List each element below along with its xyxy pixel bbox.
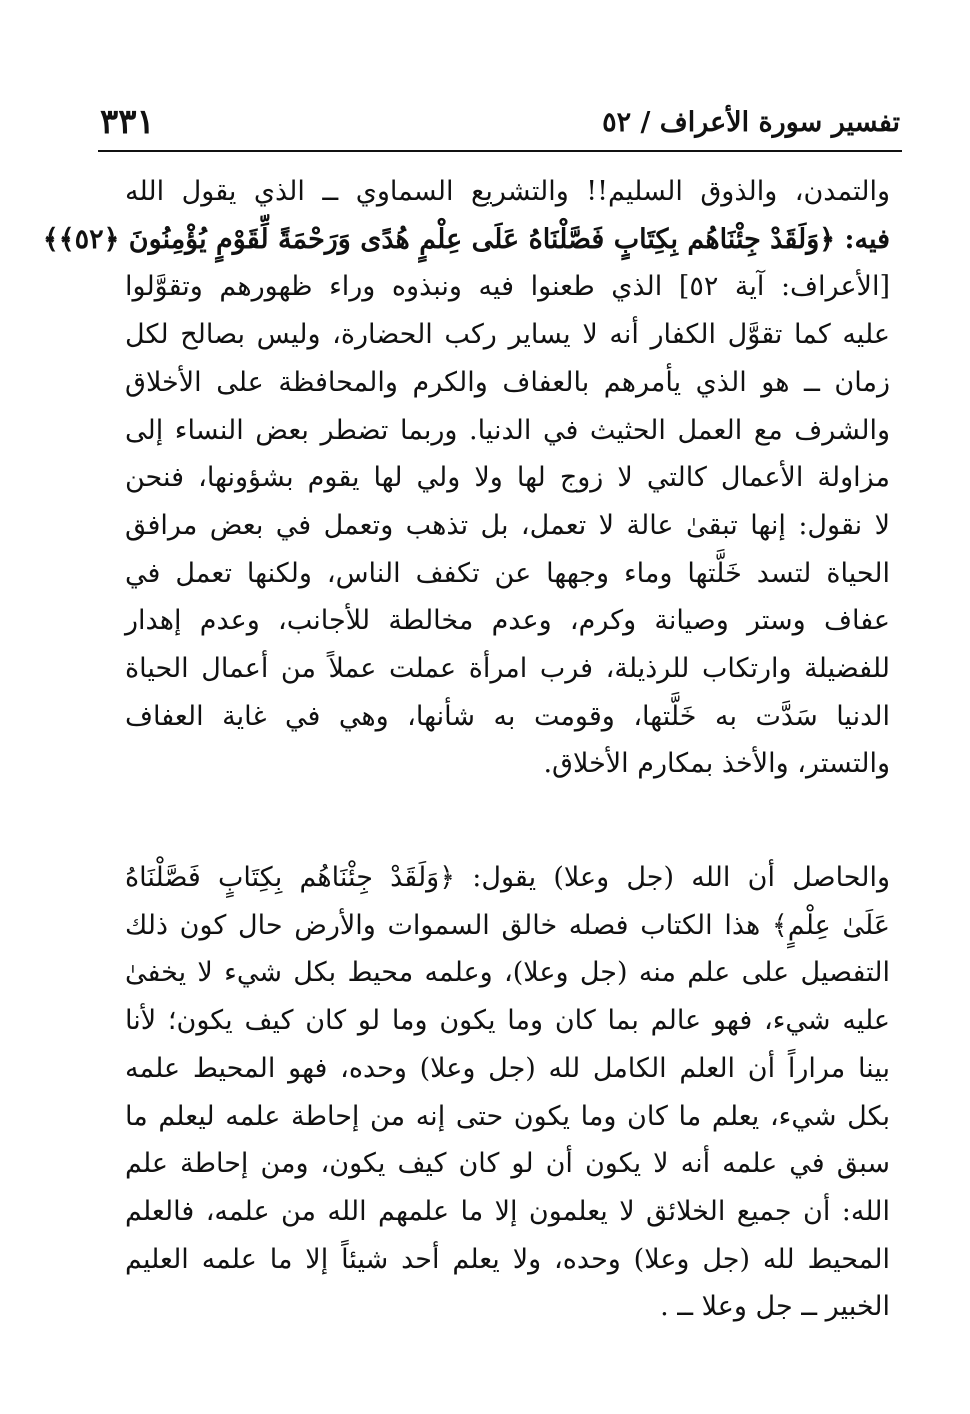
text-line: عليه كما تقوَّل الكفار أنه لا يساير ركب الحضارة، وليس بصالح لكل	[125, 319, 890, 351]
text-line: المحيط لله (جل وعلا) وحده، ولا يعلم أحد شيئاً إلا ما علمه العليم	[125, 1243, 890, 1275]
text-line: بكل شيء، يعلم ما كان وما يكون حتى إنه من إحاطة علمه ليعلم ما	[125, 1100, 890, 1132]
text-line: والحاصل أن الله (جل وعلا) يقول: ﴿وَلَقَدْ جِئْنَاهُم بِكِتَابٍ فَصَّلْنَاهُ	[125, 862, 890, 893]
text-line: الحياة لتسد خَلَّتها وماء وجهها عن تكفف الناس، ولكنها تعمل في	[125, 557, 890, 589]
paragraph-2	[125, 854, 890, 1331]
text-line: الله: أن جميع الخلائق لا يعلمون إلا ما علمهم الله من علمه، فالعلم	[125, 1195, 890, 1227]
text-line: الخبير ــ جل وعلا ــ .	[660, 1291, 890, 1323]
text-line: الدنيا سَدَّت به خَلَّتها، وقومت به شأنها، وهي في غاية العفاف	[125, 700, 890, 732]
text-line: للفضيلة وارتكاب للرذيلة، فرب امرأة عملت عملاً من أعمال الحياة	[125, 653, 890, 685]
text-line: عليه شيء، فهو عالم بما كان وما يكون وما لو كان كيف يكون؛ لأنا	[125, 1005, 890, 1037]
text-line: والشرف مع العمل الحثيث في الدنيا. وربما تضطر بعض النساء إلى	[125, 414, 890, 446]
page-number: ٣٣١	[100, 102, 155, 142]
text-line: عفاف وستر وصيانة وكرم، وعدم مخالطة للأجانب، وعدم إهدار	[125, 605, 890, 637]
running-title: تفسير سورة الأعراف / ٥٢	[602, 107, 900, 138]
text-line: سبق في علمه أنه لا يكون أن لو كان كيف يكون، ومن إحاطة علم	[125, 1148, 890, 1180]
text-line: بينا مراراً أن العلم الكامل لله (جل وعلا) وحده، فهو المحيط علمه	[125, 1052, 890, 1084]
paragraph-1	[42, 168, 890, 788]
text-line: والتستر، والأخذ بمكارم الأخلاق.	[543, 748, 890, 780]
text-line: التفصيل على علم منه (جل وعلا)، وعلمه محيط بكل شيء لا يخفىٰ	[125, 957, 890, 989]
text-line: عَلَىٰ عِلْمٍ﴾ هذا الكتاب فصله خالق السموات والأرض حال كون ذلك	[125, 909, 890, 941]
header-rule	[98, 150, 902, 152]
text-line-quran-verse: فيه: ﴿وَلَقَدْ جِئْنَاهُم بِكِتَابٍ فَصَّلْنَاهُ عَلَى عِلْمٍ هُدًى وَرَحْمَةً لِّقَوْمٍ يُؤْمِنُونَ ﴿٥٢﴾﴾	[42, 223, 890, 255]
text-line: مزاولة الأعمال كالتي لا زوج لها ولا ولي لها يقوم بشؤونها، فنحن	[125, 462, 890, 494]
text-line: لا نقول: إنها تبقىٰ عالة لا تعمل، بل تذهب وتعمل في بعض مرافق	[125, 509, 890, 541]
text-line: زمان ــ هو الذي يأمرهم بالعفاف والكرم والمحافظة على الأخلاق	[125, 366, 890, 398]
text-line: والتمدن، والذوق السليم!! والتشريع السماوي ــ الذي يقول الله	[125, 176, 890, 207]
text-line: [الأعراف: آية ٥٢] الذي طعنوا فيه ونبذوه وراء ظهورهم وتقوَّلوا	[125, 271, 890, 303]
page-header	[100, 100, 900, 144]
